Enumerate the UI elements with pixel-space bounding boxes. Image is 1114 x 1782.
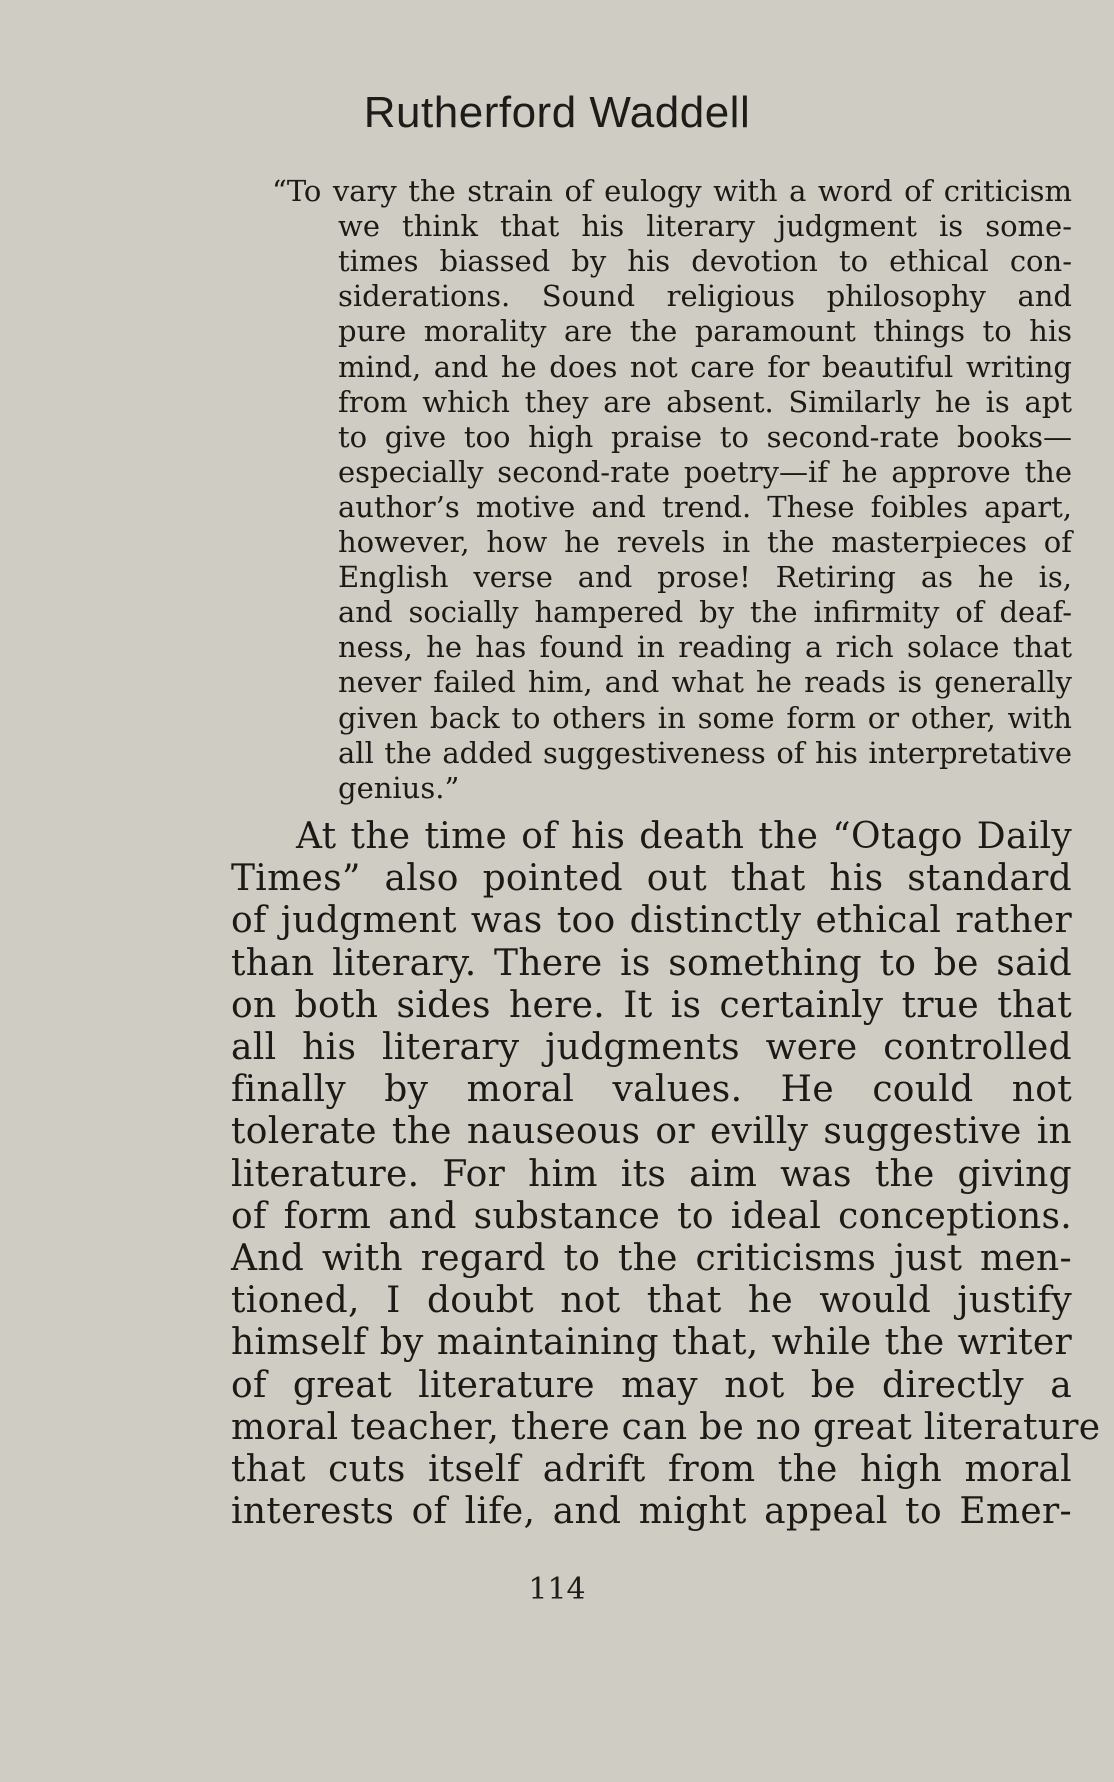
- body-line: on both sides here. It is certainly true that: [231, 984, 1072, 1026]
- quote-line: siderations. Sound religious philosophy and: [338, 279, 1072, 314]
- body-line: of great literature may not be directly a: [231, 1364, 1072, 1406]
- quote-line: to give too high praise to second-rate books—: [338, 419, 1072, 454]
- quote-line: from which they are absent. Similarly he is apt: [338, 384, 1072, 419]
- body-line: of judgment was too distinctly ethical rather: [231, 900, 1072, 942]
- quote-line: given back to others in some form or other, with: [338, 700, 1072, 735]
- body-line: than literary. There is something to be said: [231, 942, 1072, 984]
- body-line: tolerate the nauseous or evilly suggestive in: [231, 1111, 1072, 1153]
- quote-line: especially second-rate poetry—if he approve the: [338, 454, 1072, 489]
- quote-line: “To vary the strain of eulogy with a word of criticism: [272, 174, 1072, 208]
- body-line: tioned, I doubt not that he would justify: [231, 1280, 1072, 1322]
- body-line: And with regard to the criticisms just men-: [231, 1238, 1072, 1279]
- quote-line: genius.”: [338, 770, 460, 805]
- body-line: of form and substance to ideal conceptions.: [231, 1195, 1072, 1237]
- quote-line: ness, he has found in reading a rich solace that: [338, 630, 1072, 665]
- running-head: Rutherford Waddell: [363, 88, 751, 137]
- body-line: moral teacher, there can be no great literature: [231, 1406, 1101, 1448]
- quote-line: pure morality are the paramount things to his: [338, 314, 1072, 349]
- quote-line: times biassed by his devotion to ethical con-: [338, 244, 1072, 279]
- body-line: all his literary judgments were controlled: [231, 1027, 1072, 1068]
- page-number: 114: [528, 1572, 586, 1607]
- body-line: finally by moral values. He could not: [231, 1069, 1072, 1111]
- quote-line: author’s motive and trend. These foibles apart,: [338, 489, 1072, 524]
- body-line: himself by maintaining that, while the writer: [231, 1322, 1072, 1364]
- quote-line: mind, and he does not care for beautiful writing: [338, 349, 1072, 384]
- quote-line: all the added suggestiveness of his interpretative: [338, 735, 1072, 770]
- body-line: Times” also pointed out that his standard: [231, 858, 1072, 900]
- quote-line: we think that his literary judgment is some-: [338, 209, 1072, 244]
- quote-line: and socially hampered by the infirmity of deaf-: [338, 595, 1072, 630]
- body-line: literature. For him its aim was the giving: [231, 1153, 1072, 1195]
- body-line: interests of life, and might appeal to Emer-: [231, 1491, 1072, 1533]
- body-line: that cuts itself adrift from the high moral: [231, 1449, 1072, 1490]
- body-line: At the time of his death the “Otago Daily: [296, 816, 1072, 857]
- quote-line: however, how he revels in the masterpieces of: [338, 525, 1072, 559]
- quote-line: never failed him, and what he reads is generally: [338, 665, 1072, 700]
- quote-line: English verse and prose! Retiring as he is,: [338, 560, 1072, 595]
